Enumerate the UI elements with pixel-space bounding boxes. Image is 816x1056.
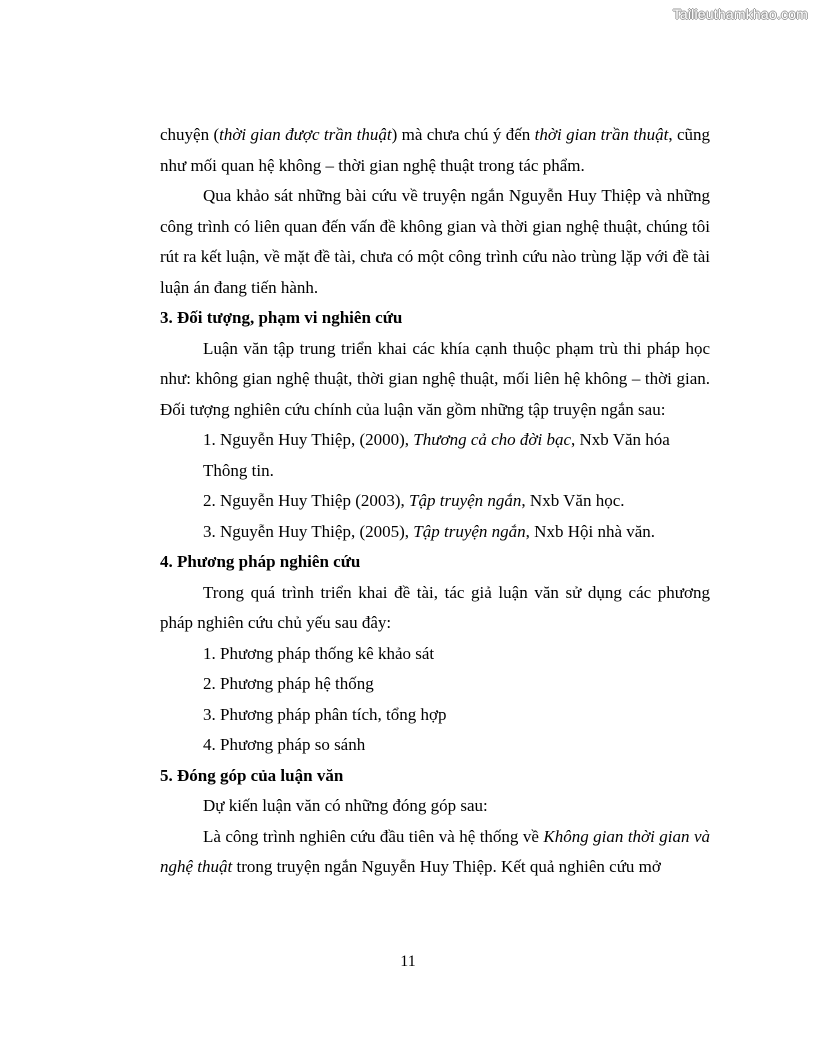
text-run: 3. Nguyễn Huy Thiệp, (2005),: [203, 521, 414, 541]
text-run: , Nxb Hội nhà văn.: [525, 521, 656, 541]
text-run: 1. Nguyễn Huy Thiệp, (2000),: [203, 430, 414, 449]
italic-term: thời gian được trần thuật: [219, 125, 392, 144]
paragraph-contribution: [160, 822, 710, 883]
book-title: Thương cả cho đời bạc: [413, 430, 572, 449]
work-item-3: [160, 517, 710, 548]
section-heading-5: 5. Đóng góp của luận văn: [160, 765, 344, 785]
paragraph-continuation: [160, 120, 710, 181]
text-run: , cũng như mối quan hệ không – thời gian nghệ thuật trong tác phẩm.: [160, 125, 711, 175]
page-body: [160, 120, 710, 883]
text-run: trong truyện ngắn Nguyễn Huy Thiệp. Kết quả nghiên cứu mở: [232, 857, 661, 876]
text-run: Thông tin.: [203, 460, 274, 480]
work-item-2: [160, 486, 710, 517]
section-heading-3: 3. Đối tượng, phạm vi nghiên cứu: [160, 308, 403, 327]
paragraph-survey-conclusion: Qua khảo sát những bài cứu về truyện ngắn Nguyễn Huy Thiệp và những công trình có liên quan đến vấn đề không gian và thời gian nghệ thuật, chúng tôi rút ra kết luận, về mặt đề tài, chưa có một công trình cứu nào trùng lặp với đề tài luận án đang tiến hành.: [160, 186, 710, 297]
text-run: , Nxb Văn học.: [521, 491, 625, 510]
text-run: ) mà chưa chú ý đến: [391, 125, 535, 144]
section-heading-4: 4. Phương pháp nghiên cứu: [160, 552, 361, 571]
method-item-1: 1. Phương pháp thống kê khảo sát: [203, 643, 435, 663]
text-run: Là công trình nghiên cứu đầu tiên và hệ thống về: [203, 826, 544, 846]
paragraph-contribution-intro: Dự kiến luận văn có những đóng góp sau:: [203, 796, 488, 815]
text-run: , Nxb Văn hóa: [571, 430, 670, 449]
book-title: Tập truyện ngắn: [413, 521, 526, 541]
method-item-4: 4. Phương pháp so sánh: [203, 735, 366, 754]
text-run: chuyện (: [160, 125, 220, 144]
paragraph-scope: Luận văn tập trung triển khai các khía cạnh thuộc phạm trù thi pháp học như: không gian nghệ thuật, thời gian nghệ thuật, mối liên hệ không – thời gian. Đối tượng nghiên cứu chính của luận văn gồm những tập truyện ngắn sau:: [160, 338, 710, 419]
method-item-2: 2. Phương pháp hệ thống: [203, 674, 374, 693]
italic-term: Không gian thời gian và nghệ thuật: [160, 826, 710, 876]
italic-term: thời gian trần thuật: [534, 125, 669, 144]
method-item-3: 3. Phương pháp phân tích, tổng hợp: [203, 704, 447, 724]
text-run: 2. Nguyễn Huy Thiệp (2003),: [203, 491, 410, 510]
book-title: Tập truyện ngắn: [409, 491, 522, 510]
page-number: 11: [400, 953, 416, 970]
paragraph-methods-intro: Trong quá trình triển khai đề tài, tác giả luận văn sử dụng các phương pháp nghiên cứu chủ yếu sau đây:: [160, 582, 710, 632]
work-item-1: [160, 425, 710, 486]
watermark: Tailieuthamkhao.com: [672, 6, 808, 22]
